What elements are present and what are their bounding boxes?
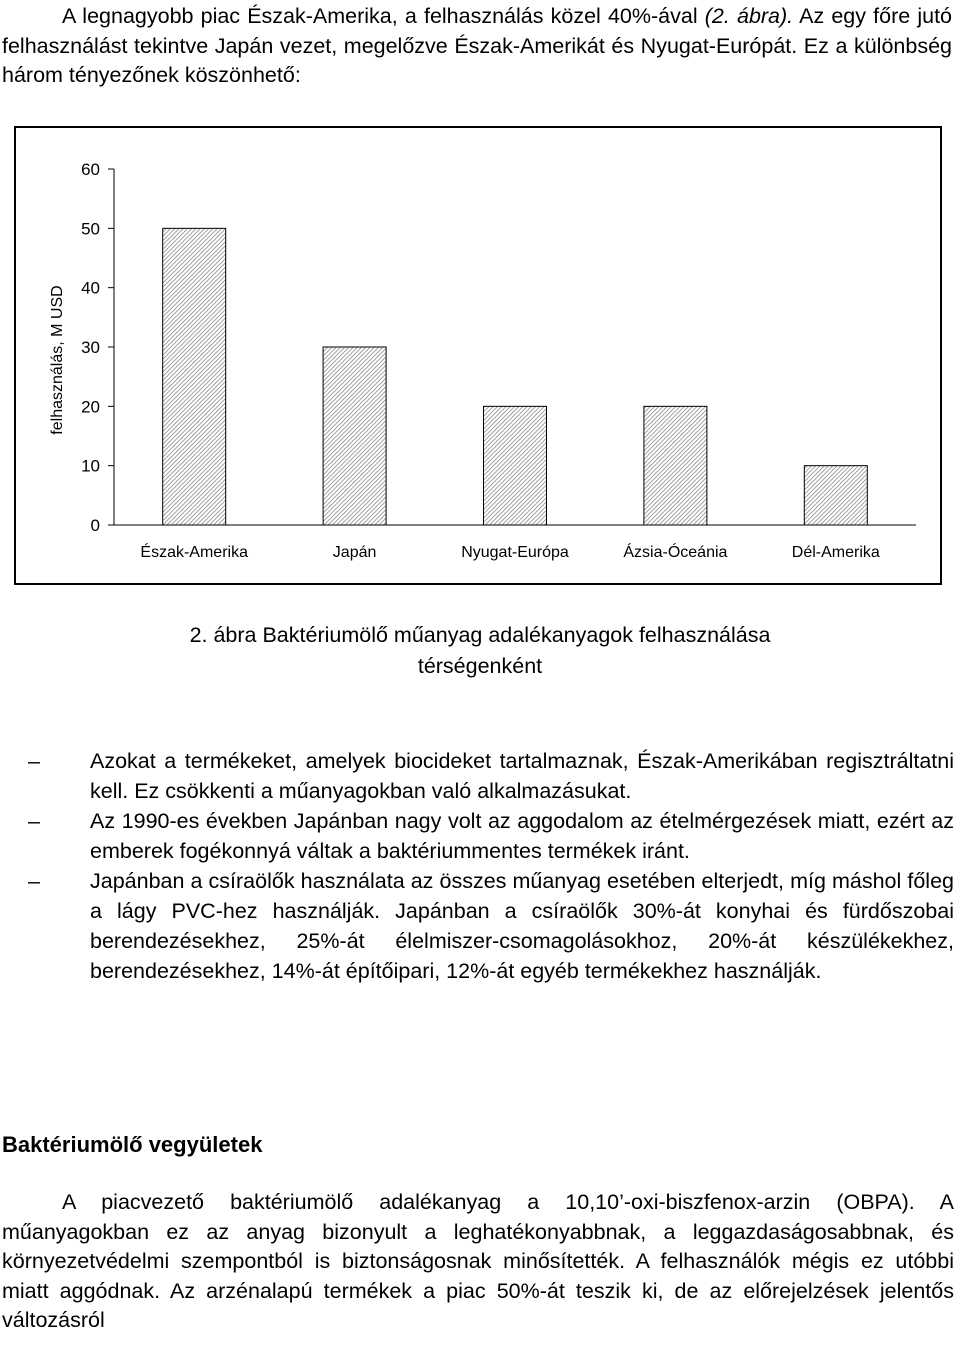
x-tick-label: Dél-Amerika: [791, 544, 880, 561]
intro-paragraph: [2, 2, 952, 91]
y-tick-label: 20: [81, 397, 100, 417]
bullet-list: [0, 746, 960, 986]
list-item: [0, 866, 960, 986]
body-text: A piacvezető baktériumölő adalékanyag a 10,10’-oxi-biszfenox-arzin (OBPA). A műanyagokban ez az anyag bizonyult a leghatékonyabbnak, a leggazdaságosabbnak, és környezetvédelmi szempontból is biztonságosnak minősítették. A felhasználók mégis ez utóbbi miatt aggódnak. Az arzénalapú termékek a piac 50%-át teszik ki, de az előrejelzések jelentős változásról: [2, 1190, 954, 1333]
intro-text-before: A legnagyobb piac Észak-Amerika, a felhasználás közel 40%-ával: [62, 4, 705, 28]
bullet-text: Japánban a csíraölők használata az összes műanyag esetében elterjedt, míg máshol főleg a lágy PVC-hez használják. Japánban a csíraölők 30%-át konyhai és fürdőszobai berendezésekhez, 25%-át élelmiszer-csomagolásokhoz, 20%-át készülékekhez, berendezésekhez, 14%-át építőipari, 12%-át egyéb termékekhez használják.: [90, 869, 954, 983]
caption-line-2: térségenként: [417, 654, 543, 678]
bullet-dash: –: [28, 869, 40, 893]
bar: [644, 406, 707, 525]
bar-chart: [16, 128, 940, 583]
list-item: [0, 806, 960, 866]
figure-reference: (2. ábra).: [704, 4, 794, 28]
x-tick-label: Észak-Amerika: [140, 544, 248, 561]
y-axis-label: felhasználás, M USD: [49, 285, 66, 435]
y-tick-label: 40: [81, 278, 100, 298]
y-tick-label: 30: [81, 338, 100, 357]
x-tick-label: Nyugat-Európa: [461, 544, 569, 561]
section-heading: Baktériumölő vegyületek: [2, 1132, 263, 1157]
bullet-text: Azokat a termékeket, amelyek biocideket tartalmaznak, Észak-Amerikában regisztráltatni kell. Ez csökkenti a műanyagokban való alkalmazásukat.: [90, 749, 954, 803]
bar: [484, 406, 547, 525]
bar: [804, 466, 867, 525]
y-tick-label: 10: [81, 456, 100, 476]
caption-line-1: 2. ábra Baktériumölő műanyag adalékanyagok felhasználása: [189, 623, 771, 647]
y-tick-label: 50: [81, 219, 100, 239]
x-tick-label: Japán: [332, 544, 377, 561]
list-item: [0, 746, 960, 806]
bullet-text: Az 1990-es években Japánban nagy volt az aggodalom az ételmérgezések miatt, ezért az emberek fogékonnyá váltak a baktériummentes termékek iránt.: [90, 809, 954, 863]
figure-caption: [0, 620, 960, 682]
body-paragraph: [2, 1188, 954, 1336]
intro-text-after: Az egy főre jutó felhasználást tekintve Japán vezet, megelőzve Észak-Amerikát és Nyugat-Európát. Ez a különbség három tényezőnek köszönhető:: [2, 4, 952, 88]
bar: [163, 228, 226, 525]
bar: [323, 347, 386, 525]
y-tick-label: 0: [90, 516, 100, 535]
y-tick-label: 60: [81, 160, 100, 179]
x-tick-label: Ázsia-Óceánia: [623, 544, 728, 561]
bullet-dash: –: [28, 749, 40, 773]
bullet-dash: –: [28, 809, 40, 833]
bar-chart-frame: [14, 126, 942, 585]
